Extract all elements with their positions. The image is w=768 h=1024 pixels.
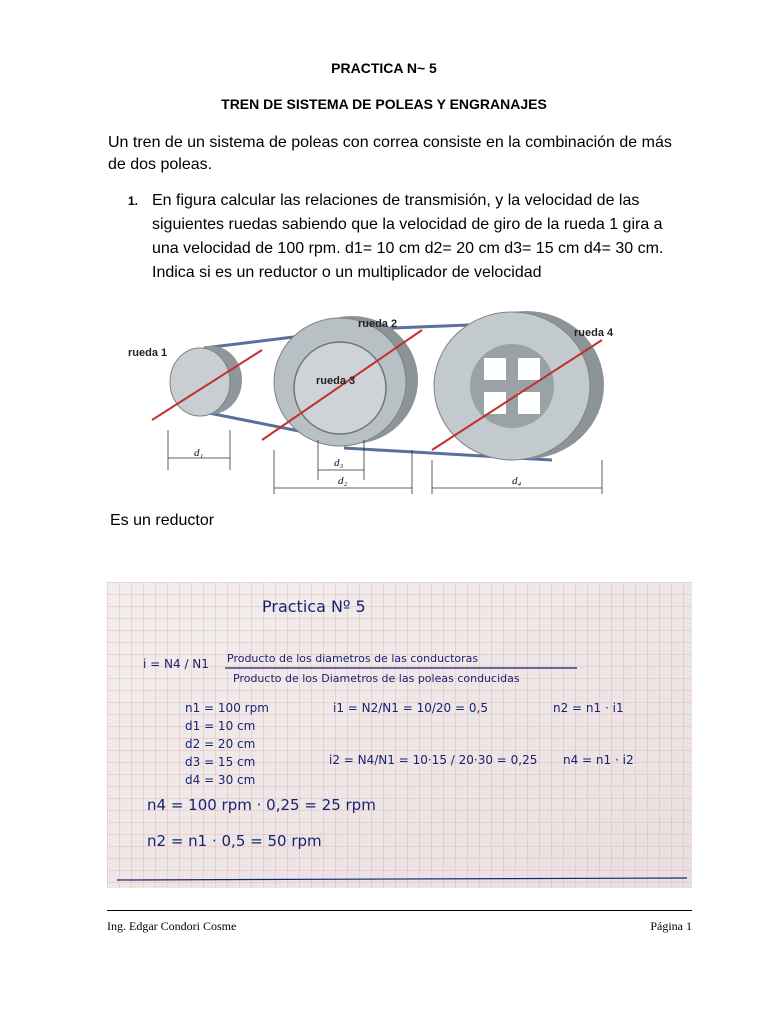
label-d4: d₄: [512, 475, 522, 487]
exercise-text: En figura calcular las relaciones de transmisión, y la velocidad de las siguientes ruedas sabiendo que la velocidad de giro de la rueda 1 gira a una velocidad de 100 rpm. d1= 10 cm d2= 20 cm d3= 15 cm d4= 30 cm. Indica si es un reductor o un multiplicador de velocidad: [152, 192, 664, 281]
label-d3: d₃: [334, 457, 344, 469]
hw-formula-left: i = N4 / N1: [143, 657, 209, 671]
label-rueda-4: rueda 4: [574, 327, 614, 339]
wheel-4-cutout-1: [484, 358, 506, 380]
handwritten-notes-photo: [107, 582, 692, 888]
hw-i1: i1 = N2/N1 = 10/20 = 0,5: [333, 701, 488, 715]
intro-paragraph: Un tren de un sistema de poleas con correa consiste en la combinación de más de dos poleas.: [108, 134, 672, 173]
page-footer: [107, 910, 692, 933]
hw-n2-result: n2 = n1 · 0,5 = 50 rpm: [147, 832, 322, 850]
pulley-figure: [112, 310, 632, 500]
wheel-4-hub: [470, 344, 554, 428]
label-rueda-1: rueda 1: [128, 347, 168, 359]
hw-n4-formula: n4 = n1 · i2: [563, 753, 634, 767]
hw-n2-formula: n2 = n1 · i1: [553, 701, 624, 715]
exercise-item: [128, 189, 688, 285]
label-d1: d₁: [194, 447, 204, 459]
label-rueda-2: rueda 2: [358, 318, 398, 330]
label-d2: d₂: [338, 475, 348, 487]
page-title: PRACTICA N~ 5: [331, 60, 437, 76]
hw-given-d2: d2 = 20 cm: [185, 737, 256, 751]
hw-i2: i2 = N4/N1 = 10·15 / 20·30 = 0,25: [329, 753, 538, 767]
hw-given-d3: d3 = 15 cm: [185, 755, 256, 769]
hw-formula-numerator: Producto de los diametros de las conductoras: [227, 652, 479, 665]
wheel-3: [294, 342, 386, 434]
hw-given-d4: d4 = 30 cm: [185, 773, 256, 787]
label-rueda-3: rueda 3: [316, 375, 356, 387]
wheel-4-cutout-3: [484, 392, 506, 414]
conclusion-text: Es un reductor: [110, 512, 215, 529]
hw-heading: Practica Nº 5: [262, 597, 366, 616]
hw-n4-result: n4 = 100 rpm · 0,25 = 25 rpm: [147, 796, 376, 814]
page-subtitle: TREN DE SISTEMA DE POLEAS Y ENGRANAJES: [221, 96, 547, 112]
footer-author: Ing. Edgar Condori Cosme: [107, 919, 237, 933]
hw-formula-denominator: Producto de los Diametros de las poleas conducidas: [233, 672, 520, 685]
wheel-1: [170, 348, 230, 416]
hw-given-d1: d1 = 10 cm: [185, 719, 256, 733]
exercise-number: 1.: [128, 194, 139, 208]
hw-given-n1: n1 = 100 rpm: [185, 701, 269, 715]
footer-page-number: Página 1: [650, 919, 692, 933]
wheel-4-cutout-4: [518, 392, 540, 414]
wheel-4-cutout-2: [518, 358, 540, 380]
